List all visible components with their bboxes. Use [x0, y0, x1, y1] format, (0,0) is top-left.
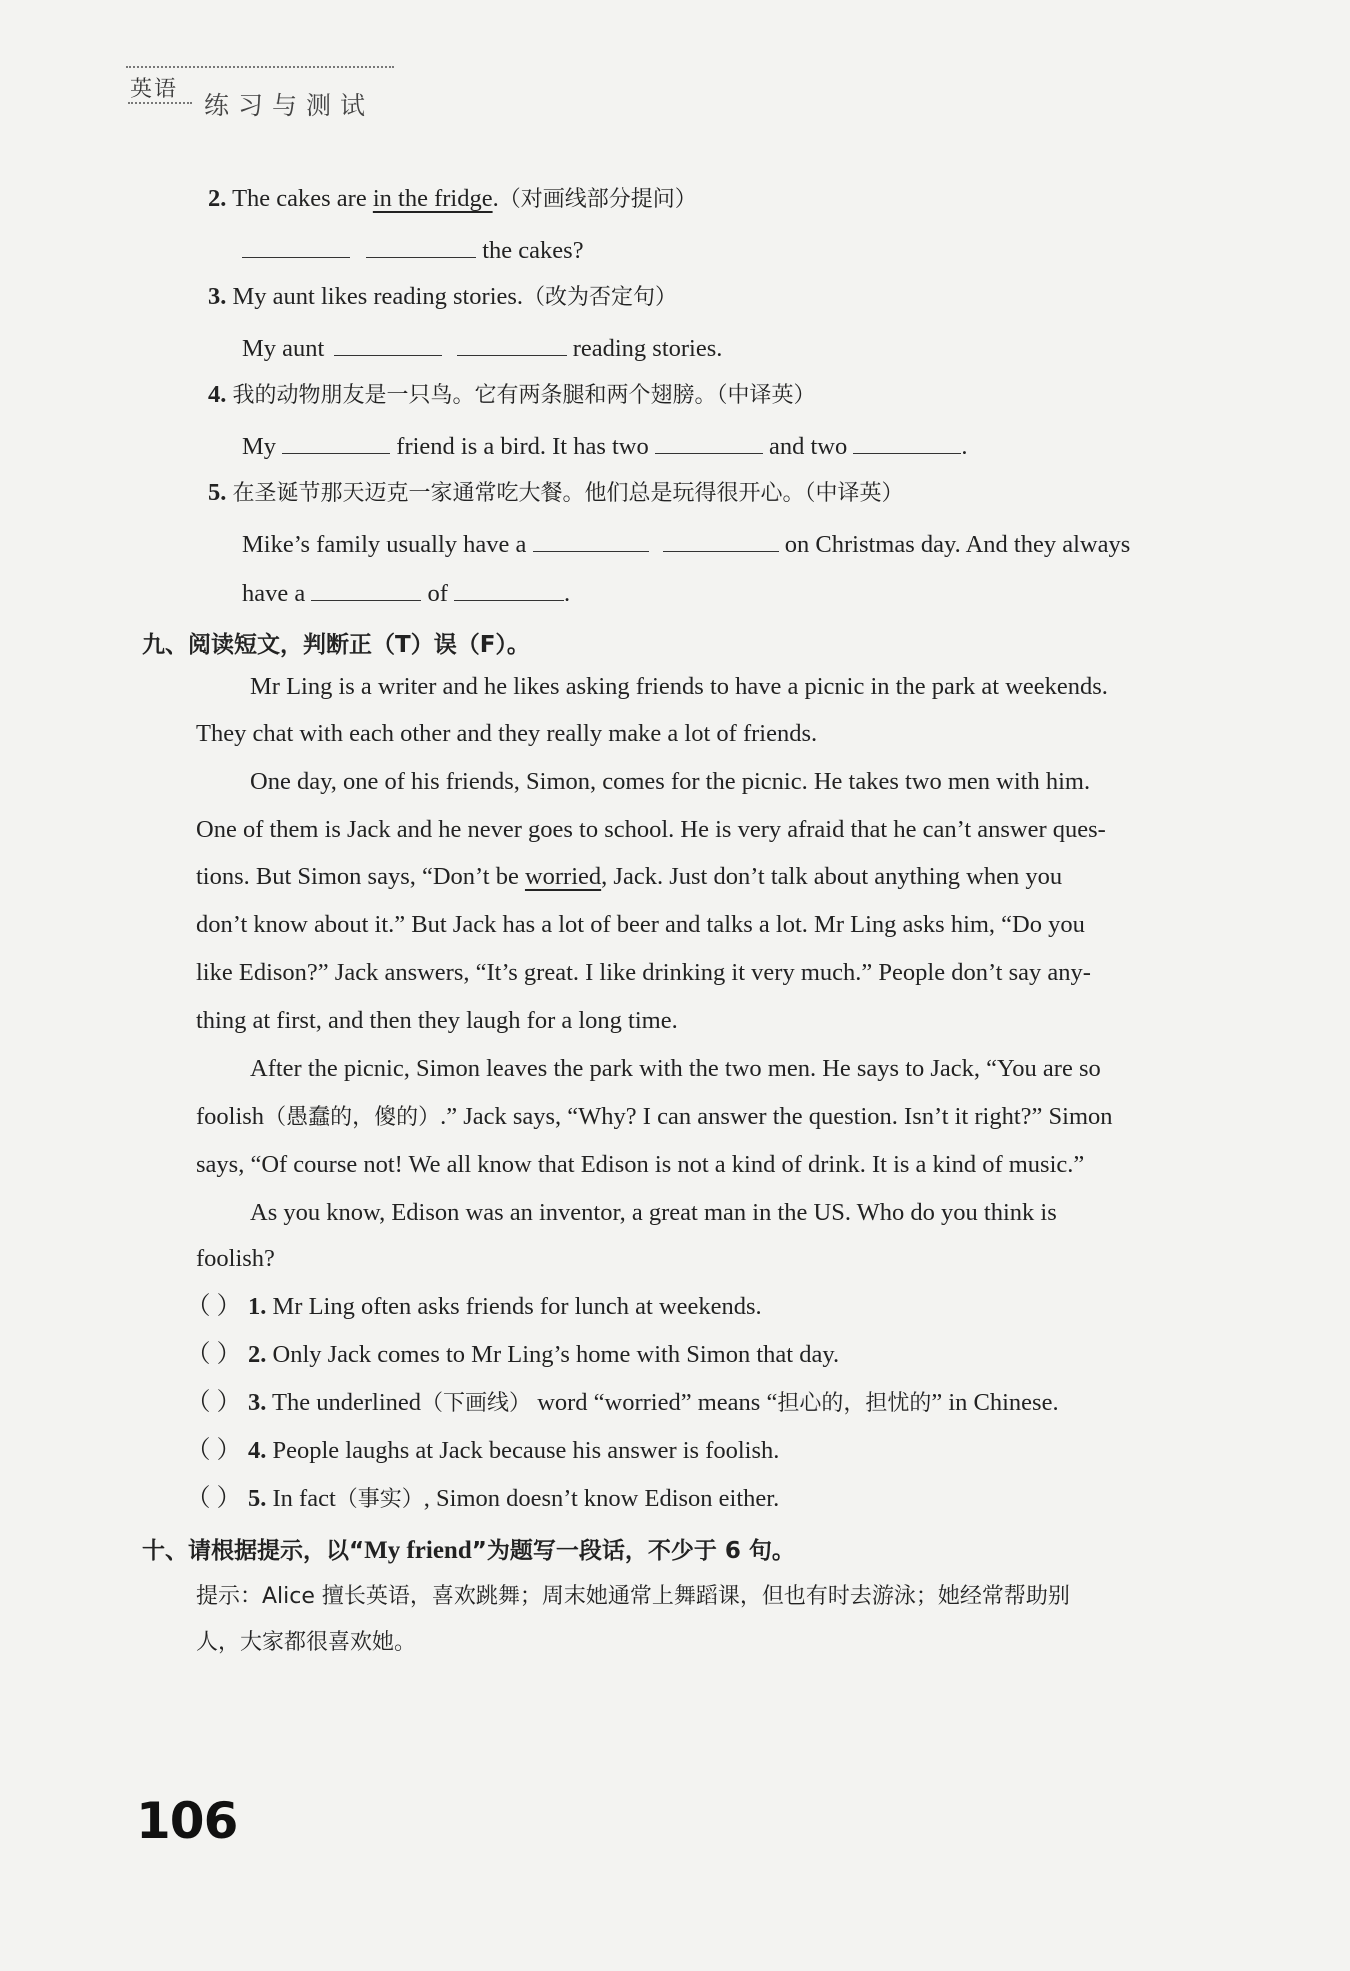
writing-hint-line2: 人，大家都很喜欢她。 [196, 1630, 417, 1655]
passage-p2-line3: tions. But Simon says, “Don’t be worried, Jack. Just don’t talk about anything when you [196, 863, 1063, 890]
passage-p2-line6: thing at first, and then they laugh for a long time. [196, 1007, 678, 1034]
header-series-title: 练习与测试 [204, 91, 375, 120]
answer-blank[interactable] [242, 233, 350, 258]
tf-item: （ ） 3. The underlined（下画线） word “worried” means “担心的，担忧的” in Chinese. [186, 1389, 1059, 1416]
answer-paren[interactable]: （ ） [186, 1293, 242, 1320]
passage-p3-line1: After the picnic, Simon leaves the park with the two men. He says to Jack, “You are so [250, 1055, 1101, 1082]
underlined-word-worried: worried [524, 863, 602, 890]
section9-title: 九、阅读短文，判断正（T）误（F）。 [142, 632, 530, 658]
passage-p2-line2: One of them is Jack and he never goes to school. He is very afraid that he can’t answer ques- [196, 816, 1106, 843]
q4-prompt: 4. 我的动物朋友是一只鸟。它有两条腿和两个翅膀。（中译英） [208, 381, 816, 408]
tf-item: （ ） 1. Mr Ling often asks friends for lunch at weekends. [186, 1293, 762, 1320]
header-dotted-rule [126, 66, 394, 68]
answer-blank[interactable] [334, 331, 442, 356]
passage-p4-line2: foolish? [196, 1245, 275, 1272]
passage-p2-line5: like Edison?” Jack answers, “It’s great. I like drinking it very much.” People don’t say any- [196, 959, 1091, 986]
answer-blank[interactable] [366, 233, 476, 258]
answer-blank[interactable] [282, 429, 390, 454]
answer-paren[interactable]: （ ） [186, 1437, 242, 1464]
answer-paren[interactable]: （ ） [186, 1389, 242, 1416]
q5-answer-line1: Mike’s family usually have a on Christmas day. And they always [242, 527, 1130, 560]
passage-p2-line1: One day, one of his friends, Simon, comes for the picnic. He takes two men with him. [250, 768, 1091, 795]
passage-p2-line4: don’t know about it.” But Jack has a lot of beer and talks a lot. Mr Ling asks him, “Do you [196, 911, 1085, 938]
answer-paren[interactable]: （ ） [186, 1485, 242, 1512]
q4-answer: My friend is a bird. It has two and two . [242, 429, 967, 462]
q3-answer: My aunt reading stories. [242, 331, 722, 364]
q2-prompt: 2. The cakes are in the fridge.（对画线部分提问） [208, 185, 697, 212]
answer-blank[interactable] [655, 429, 763, 454]
answer-blank[interactable] [454, 576, 564, 601]
page-number: 106 [136, 1792, 238, 1850]
answer-blank[interactable] [663, 527, 779, 552]
header-subject-rule [128, 102, 192, 104]
q2-answer: the cakes? [242, 233, 584, 266]
passage-p1-line1: Mr Ling is a writer and he likes asking friends to have a picnic in the park at weekends. [250, 673, 1108, 700]
answer-paren[interactable]: （ ） [186, 1341, 242, 1368]
running-header [126, 62, 396, 120]
q5-prompt: 5. 在圣诞节那天迈克一家通常吃大餐。他们总是玩得很开心。（中译英） [208, 479, 904, 506]
q5-answer-line2: have a of . [242, 576, 570, 609]
q3-prompt: 3. My aunt likes reading stories.（改为否定句） [208, 283, 678, 310]
section10-title: 十、请根据提示，以“My friend”为题写一段话，不少于 6 句。 [142, 1537, 795, 1564]
answer-blank[interactable] [311, 576, 421, 601]
passage-p4-line1: As you know, Edison was an inventor, a great man in the US. Who do you think is [250, 1199, 1057, 1226]
answer-blank[interactable] [457, 331, 567, 356]
passage-p3-line3: says, “Of course not! We all know that Edison is not a kind of drink. It is a kind of music.” [196, 1151, 1085, 1178]
answer-blank[interactable] [533, 527, 649, 552]
tf-item: （ ） 5. In fact（事实）, Simon doesn’t know Edison either. [186, 1485, 780, 1512]
tf-item: （ ） 4. People laughs at Jack because his answer is foolish. [186, 1437, 780, 1464]
passage-p1-line2: They chat with each other and they really make a lot of friends. [196, 720, 818, 747]
answer-blank[interactable] [853, 429, 961, 454]
tf-item: （ ） 2. Only Jack comes to Mr Ling’s home with Simon that day. [186, 1341, 840, 1368]
q2-underlined-phrase: in the fridge [372, 185, 493, 212]
writing-hint-line1: 提示：Alice 擅长英语，喜欢跳舞；周末她通常上舞蹈课，但也有时去游泳；她经常帮助别 [196, 1584, 1070, 1609]
passage-p3-line2: foolish（愚蠢的，傻的）.” Jack says, “Why? I can answer the question. Isn’t it right?” Simon [196, 1103, 1113, 1130]
header-subject: 英语 [130, 77, 179, 102]
